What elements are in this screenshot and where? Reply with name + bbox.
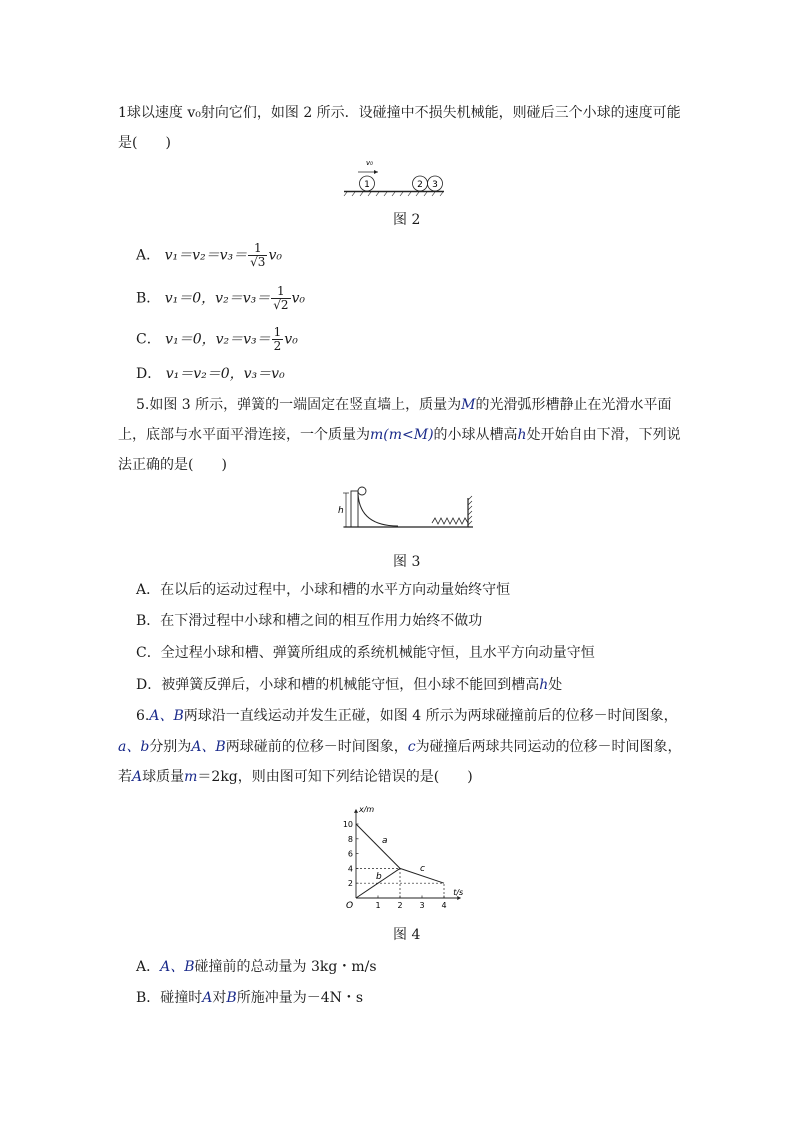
series-label-a: a <box>382 836 388 847</box>
symbol-A: A <box>132 769 143 785</box>
text: 对 <box>212 990 227 1006</box>
y-tick-label: 8 <box>347 834 353 844</box>
fraction-numerator: 1 <box>273 325 282 339</box>
q6-stem-line2 <box>118 737 682 757</box>
text: B．碰撞时 <box>136 990 203 1006</box>
text: 处 <box>548 677 563 693</box>
option-lead: v₁＝0，v₂＝v₃＝ <box>165 331 271 348</box>
text: 处开始自由下滑，下列说 <box>526 427 681 443</box>
text: D．被弹簧反弹后，小球和槽的机械能守恒，但小球不能回到槽高 <box>136 677 540 693</box>
symbol-M: M <box>461 397 476 413</box>
fraction-numerator: 1 <box>248 242 267 256</box>
symbol-ab: a、b <box>118 739 150 755</box>
text: 5.如图 3 所示，弹簧的一端固定在竖直墙上，质量为 <box>136 397 462 413</box>
option-letter: C． <box>136 331 161 348</box>
velocity-arrowhead <box>374 170 378 174</box>
figure-4-caption: 图 4 <box>393 927 421 943</box>
height-label: h <box>338 506 344 516</box>
q5-stem-line3: 法正确的是( ) <box>118 457 227 473</box>
figure-2-caption: 图 2 <box>393 212 421 228</box>
fraction <box>271 285 290 312</box>
q4-option-b[interactable] <box>136 285 305 312</box>
series-line-a <box>356 824 400 868</box>
q5-stem-line2 <box>118 425 681 445</box>
groove-arc <box>358 494 398 526</box>
ball-1-label: 1 <box>364 180 370 190</box>
option-tail: v₀ <box>291 290 306 307</box>
q4-option-d[interactable] <box>136 364 285 384</box>
q6-stem-line1 <box>136 706 678 726</box>
symbol-m: m <box>184 769 198 785</box>
symbol-c: c <box>407 739 416 755</box>
option-letter: D． <box>136 366 162 382</box>
text: 的小球从槽高 <box>433 427 518 443</box>
text: 分别为 <box>149 739 192 755</box>
y-tick-label: 6 <box>347 849 353 859</box>
fraction <box>272 326 284 353</box>
q4-stem-line2: 是( ) <box>118 135 171 151</box>
text: 上，底部与水平面平滑连接，一个质量为 <box>118 427 370 443</box>
text: ＝2kg，则由图可知下列结论错误的是( ) <box>197 769 473 785</box>
text: A． <box>136 959 161 975</box>
symbol-h: h <box>517 427 527 443</box>
option-lead: v₁＝v₂＝v₃＝ <box>164 247 248 264</box>
series-label-b: b <box>376 872 382 883</box>
figure-3-arc-groove <box>336 486 478 534</box>
fraction-denominator: 2 <box>273 339 282 353</box>
figure-2-v0-label: v₀ <box>366 159 373 167</box>
symbol-A: A <box>202 990 213 1006</box>
x-tick-label: 1 <box>375 901 381 910</box>
y-axis-arrowhead <box>354 809 358 813</box>
groove-block <box>351 491 358 527</box>
text: 若 <box>118 769 132 785</box>
spring <box>432 518 468 524</box>
q5-option-a[interactable]: A．在以后的运动过程中，小球和槽的水平方向动量始终守恒 <box>136 582 511 598</box>
figure-2-balls <box>344 156 444 198</box>
symbol-h: h <box>539 677 549 693</box>
y-tick-label: 2 <box>347 879 353 889</box>
y-tick-label: 4 <box>347 864 353 874</box>
fraction <box>248 242 267 269</box>
option-tail: v₀ <box>268 247 282 264</box>
option-tail: v₀ <box>284 331 298 348</box>
x-axis-label: t/s <box>453 888 464 897</box>
series-label-c: c <box>420 863 425 874</box>
symbol-AB: A、B <box>160 959 195 975</box>
fraction-denominator: √2 <box>273 298 289 312</box>
q6-option-a[interactable] <box>136 957 377 977</box>
figure-4-xt-chart <box>338 798 474 914</box>
q5-option-b[interactable]: B．在下滑过程中小球和槽之间的相互作用力始终不做功 <box>136 613 483 629</box>
q5-option-c[interactable]: C．全过程小球和槽、弹簧所组成的系统机械能守恒，且水平方向动量守恒 <box>136 645 595 661</box>
q4-option-a[interactable] <box>136 242 282 269</box>
option-lead: v₁＝0，v₂＝v₃＝ <box>164 290 271 307</box>
option-letter: B． <box>136 290 161 307</box>
text: 碰撞前的总动量为 3kg・m/s <box>194 959 377 975</box>
small-ball <box>358 487 366 495</box>
text: 的光滑弧形槽静止在光滑水平面 <box>475 397 672 413</box>
q6-stem-line3 <box>118 767 473 787</box>
text: 为碰撞后两球共同运动的位移－时间图象， <box>415 739 682 755</box>
q5-stem-line1 <box>136 395 672 415</box>
option-text: v₁＝v₂＝0，v₃＝v₀ <box>165 366 285 382</box>
q5-option-d[interactable] <box>136 675 562 695</box>
figure-3-caption: 图 3 <box>393 554 421 570</box>
symbol-AB: A、B <box>191 739 226 755</box>
x-tick-label: 4 <box>441 901 447 910</box>
symbol-AB: A、B <box>149 708 184 724</box>
q4-option-c[interactable] <box>136 326 298 353</box>
fraction-numerator: 1 <box>271 285 290 299</box>
text: 两球沿一直线运动并发生正碰，如图 4 所示为两球碰撞前后的位移－时间图象， <box>183 708 678 724</box>
x-tick-label: 3 <box>419 901 425 910</box>
y-axis-label: x/m <box>359 804 375 814</box>
q6-option-b[interactable] <box>136 988 363 1008</box>
text: 6. <box>136 708 150 724</box>
text: 球质量 <box>142 769 185 785</box>
ball-2-label: 2 <box>417 180 423 190</box>
symbol-m: m(m<M) <box>370 427 434 443</box>
symbol-B: B <box>226 990 237 1006</box>
x-tick-label: 2 <box>397 901 403 910</box>
origin-label: O <box>346 901 354 911</box>
wall-hatching <box>468 496 472 525</box>
fraction-denominator: √3 <box>250 255 266 269</box>
ground-hatching <box>344 192 443 196</box>
y-tick-label: 10 <box>342 820 353 829</box>
q4-stem-line1: 1球以速度 v₀射向它们，如图 2 所示．设碰撞中不损失机械能，则碰后三个小球的速度可能 <box>118 105 681 121</box>
ball-3-label: 3 <box>432 180 438 190</box>
option-letter: A． <box>136 247 161 264</box>
text: 两球碰前的位移－时间图象， <box>225 739 408 755</box>
text: 所施冲量为－4N・s <box>236 990 364 1006</box>
